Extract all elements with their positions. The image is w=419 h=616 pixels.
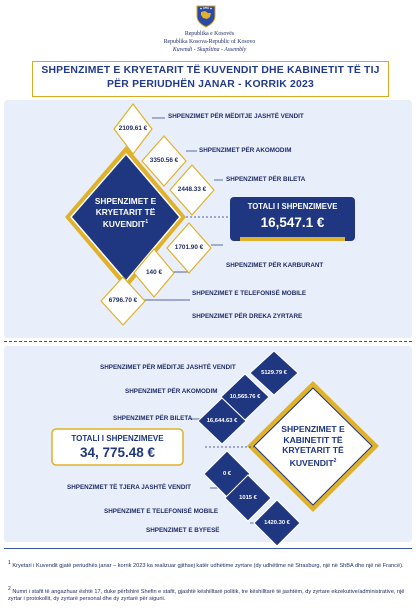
cabinet-value-buffet: 1420.30 €	[264, 520, 290, 526]
footnote-2	[8, 586, 408, 604]
speaker-center-line-3: KUVENDIT$^1$	[102, 218, 149, 229]
title-line-2: PËR PERIUDHËN JANAR - KORRIK 2023	[107, 79, 314, 90]
speaker-value-per-diem: 2109.61 €	[118, 125, 148, 132]
speaker-center-line-2: KRYETARIT TË	[95, 206, 156, 217]
cabinet-label-buffet: SHPENZIMET E BYFESË	[146, 527, 220, 534]
footnote-divider	[4, 548, 412, 549]
header-line-2: Republika Kosova-Republic of Kosovo	[163, 39, 256, 45]
cabinet-center-line-4: KUVENDIT$^2$	[289, 457, 337, 468]
cabinet-value-mobile: 1015 €	[239, 495, 257, 501]
cabinet-value-tickets: 16,644.63 €	[206, 418, 238, 424]
title-line-1: SHPENZIMET E KRYETARIT TË KUVENDIT DHE KABINETIT TË TIJ	[41, 65, 380, 76]
cabinet-label-per-diem: SHPENZIMET PËR MËDITJE JASHTË VENDIT	[100, 364, 236, 371]
speaker-label-accommodation: SHPENZIMET PËR AKOMODIM	[199, 147, 292, 154]
footnote-1	[8, 560, 408, 570]
speaker-label-mobile: SHPENZIMET E TELEFONISË MOBILE	[192, 290, 307, 297]
speaker-value-mobile: 140 €	[146, 269, 162, 276]
speaker-value-tickets: 2448.33 €	[177, 186, 207, 193]
speaker-value-accommodation: 3350.56 €	[149, 157, 179, 164]
cabinet-value-per-diem: 5129.79 €	[261, 370, 287, 376]
speaker-label-tickets: SHPENZIMET PËR BILETA	[226, 176, 306, 183]
cabinet-center-line-3: KRYETARIT TË	[282, 445, 344, 455]
footnote-2-number: 2	[8, 586, 11, 592]
cabinet-label-mobile: SHPENZIMET E TELEFONISË MOBILE	[104, 508, 219, 515]
header-line-1: Republika e Kosovës	[184, 31, 235, 37]
footnote-ref-2: 2	[333, 457, 337, 464]
cabinet-label-other-abroad: SHPENZIMET TË TJERA JASHTË VENDIT	[67, 484, 191, 491]
cabinet-center-label	[254, 424, 372, 468]
speaker-label-lunches: SHPENZIMET PËR DREKA ZYRTARE	[192, 313, 303, 320]
header-line-3: Kuvendi - Skupština - Assembly	[172, 47, 247, 53]
speaker-value-lunches: 6796.70 €	[108, 297, 138, 304]
footnote-ref-1: 1	[145, 219, 149, 225]
cabinet-label-accommodation: SHPENZIMET PËR AKOMODIM	[125, 388, 218, 395]
speaker-center-line-1: SHPENZIMET E	[94, 196, 157, 206]
speaker-total-value: 16,547.1 €	[260, 215, 325, 230]
footnote-1-text: Kryetari i Kuvendit gjatë periudhës janar – korrik 2023 ka realizuar gjithsej katër udhëtime zyrtare (dy udhëtime në Strasburg, një në ShBA dhe një në Francë).	[12, 562, 404, 569]
cabinet-value-accommodation: 10,565.76 €	[229, 394, 261, 400]
cabinet-center-line-1: SHPENZIMET E	[281, 424, 345, 434]
speaker-label-fuel: SHPENZIMET PËR KARBURANT	[226, 262, 324, 269]
cabinet-total-value: 34, 775.48 €	[79, 445, 156, 460]
cabinet-value-other-abroad: 0 €	[222, 471, 232, 477]
cabinet-center-line-2: KABINETIT TË	[283, 434, 343, 445]
speaker-total-label: TOTALI I SHPENZIMEVE	[247, 202, 338, 211]
cabinet-label-tickets: SHPENZIMET PËR BILETA	[113, 415, 193, 422]
speaker-value-fuel: 1701.90 €	[174, 244, 204, 251]
footnote-2-text: Numri i stafit të angazhuar është 17, duke përfshirë Shefin e stafit, gjashtë këshilltarë politik, tre këshilltarë të jashtëm, dy zyrtare ekzekutive/administrative, një zyrtar i protokollit, dy zyrtarë personal dhe dy zyrtarë për sigurii.	[8, 588, 405, 603]
cabinet-total-label: TOTALI I SHPENZIMEVE	[71, 434, 164, 443]
footnote-1-number: 1	[8, 560, 11, 566]
speaker-label-per-diem: SHPENZIMET PËR MËDITJE JASHTË VENDIT	[168, 113, 304, 120]
